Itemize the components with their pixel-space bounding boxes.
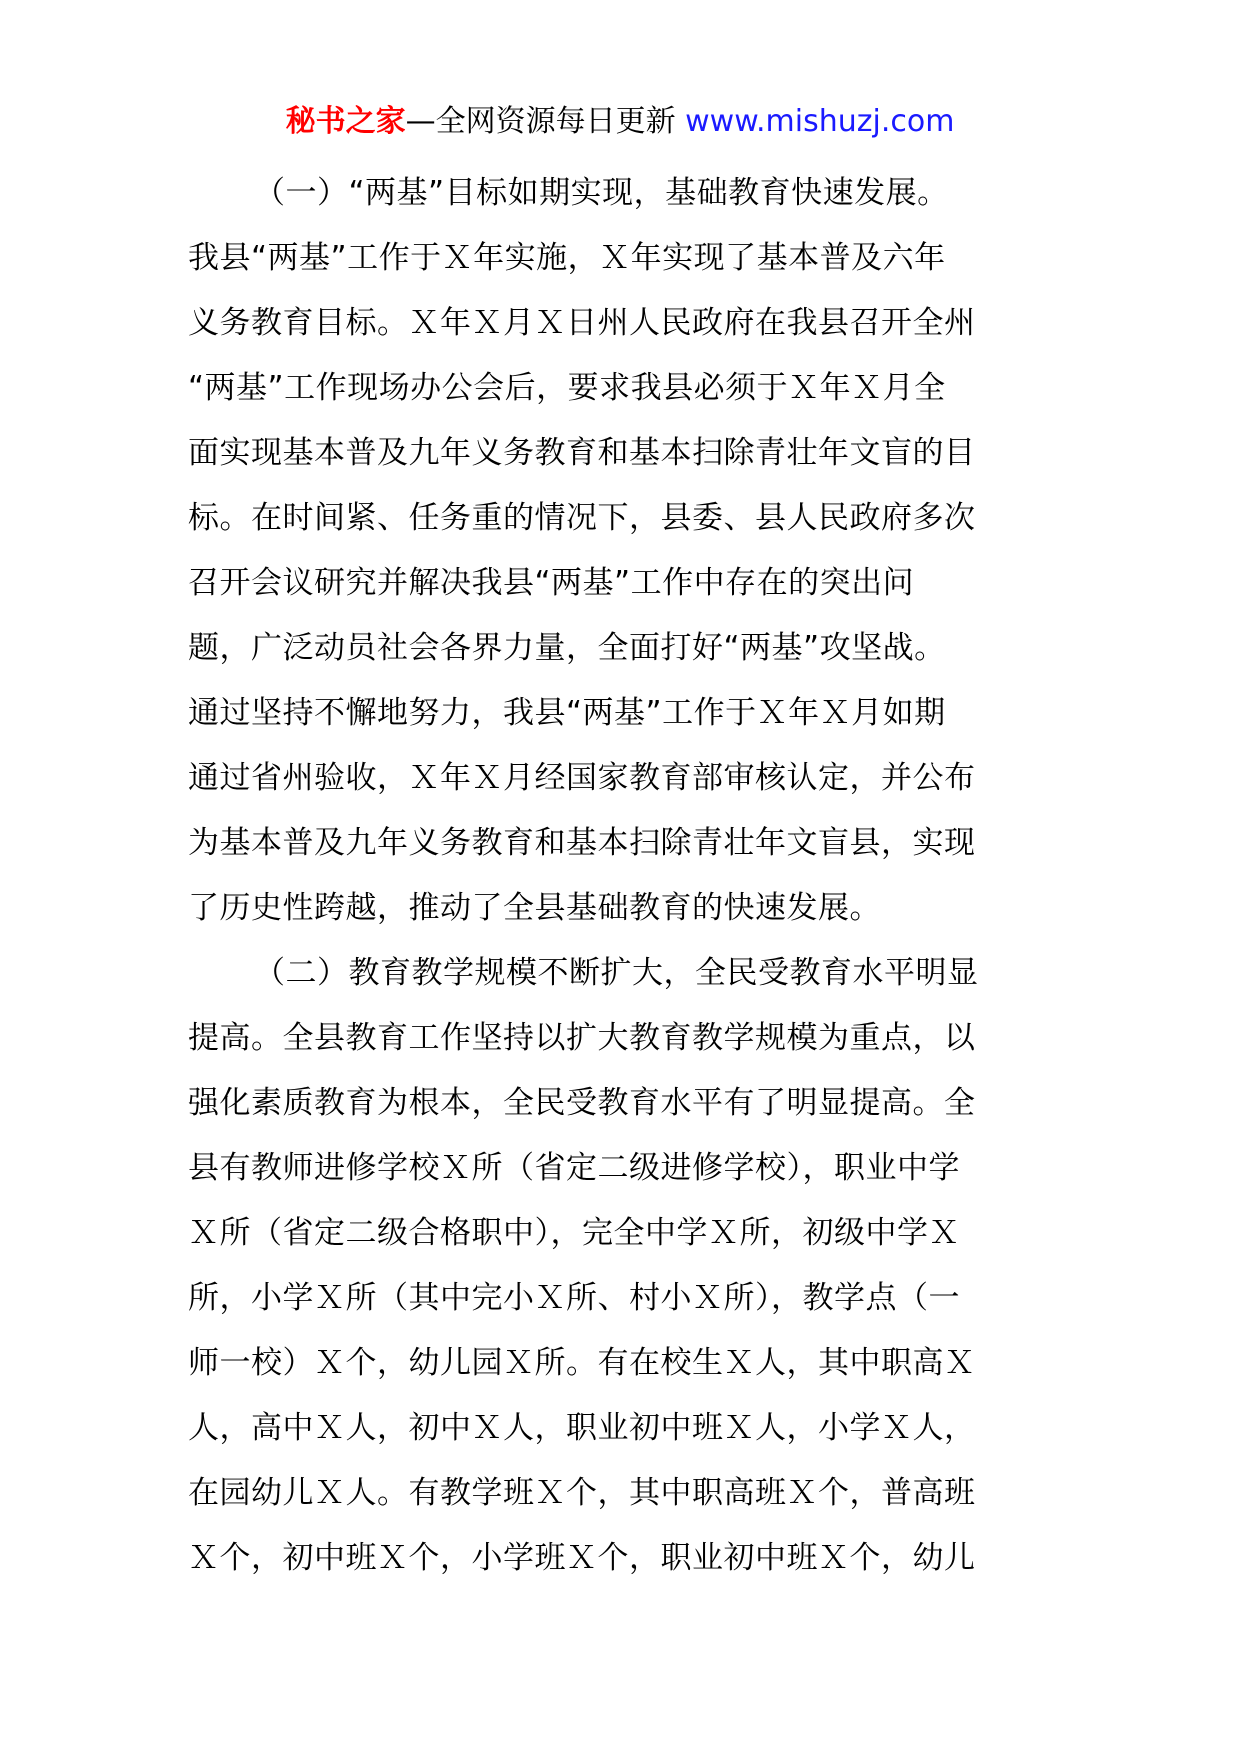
brand-name: 秘书之家 <box>285 104 406 139</box>
text-line: 强化素质教育为根本，全民受教育水平有了明显提高。全 <box>188 1085 976 1121</box>
document-body <box>188 161 1058 1591</box>
text-line: 了历史性跨越，推动了全县基础教育的快速发展。 <box>188 890 881 926</box>
paragraph-heading-line: （一）“两基”目标如期实现，基础教育快速发展。 <box>254 175 949 211</box>
page-header <box>0 100 1240 144</box>
text-line: 所，小学Ｘ所（其中完小Ｘ所、村小Ｘ所），教学点（一 <box>188 1280 960 1316</box>
text-line: Ｘ所（省定二级合格职中），完全中学Ｘ所，初级中学Ｘ <box>188 1215 960 1251</box>
paragraph-heading-line: （二）教育教学规模不断扩大，全民受教育水平明显 <box>254 955 979 991</box>
text-line: 在园幼儿Ｘ人。有教学班Ｘ个，其中职高班Ｘ个，普高班 <box>188 1475 976 1511</box>
text-line: Ｘ个，初中班Ｘ个，小学班Ｘ个，职业初中班Ｘ个，幼儿 <box>188 1540 976 1576</box>
site-url-link[interactable]: www.mishuzj.com <box>685 104 955 139</box>
text-line: 人，高中Ｘ人，初中Ｘ人，职业初中班Ｘ人，小学Ｘ人， <box>188 1410 976 1446</box>
text-line: 面实现基本普及九年义务教育和基本扫除青壮年文盲的目 <box>188 435 976 471</box>
text-line: “两基”工作现场办公会后，要求我县必须于Ｘ年Ｘ月全 <box>188 370 946 406</box>
text-line: 题，广泛动员社会各界力量，全面打好“两基”攻坚战。 <box>188 630 946 666</box>
text-line: 标。在时间紧、任务重的情况下，县委、县人民政府多次 <box>188 500 976 536</box>
text-line: 召开会议研究并解决我县“两基”工作中存在的突出问 <box>188 565 915 601</box>
text-line: 我县“两基”工作于Ｘ年实施，Ｘ年实现了基本普及六年 <box>188 240 946 276</box>
text-line: 义务教育目标。Ｘ年Ｘ月Ｘ日州人民政府在我县召开全州 <box>188 305 976 341</box>
text-line: 通过省州验收，Ｘ年Ｘ月经国家教育部审核认定，并公布 <box>188 760 976 796</box>
text-line: 为基本普及九年义务教育和基本扫除青壮年文盲县，实现 <box>188 825 976 861</box>
text-line: 师一校）Ｘ个，幼儿园Ｘ所。有在校生Ｘ人，其中职高Ｘ <box>188 1345 976 1381</box>
text-line: 通过坚持不懈地努力，我县“两基”工作于Ｘ年Ｘ月如期 <box>188 695 946 731</box>
text-line: 县有教师进修学校Ｘ所（省定二级进修学校），职业中学 <box>188 1150 960 1186</box>
text-line: 提高。全县教育工作坚持以扩大教育教学规模为重点，以 <box>188 1020 976 1056</box>
header-tagline: —全网资源每日更新 <box>405 104 686 139</box>
